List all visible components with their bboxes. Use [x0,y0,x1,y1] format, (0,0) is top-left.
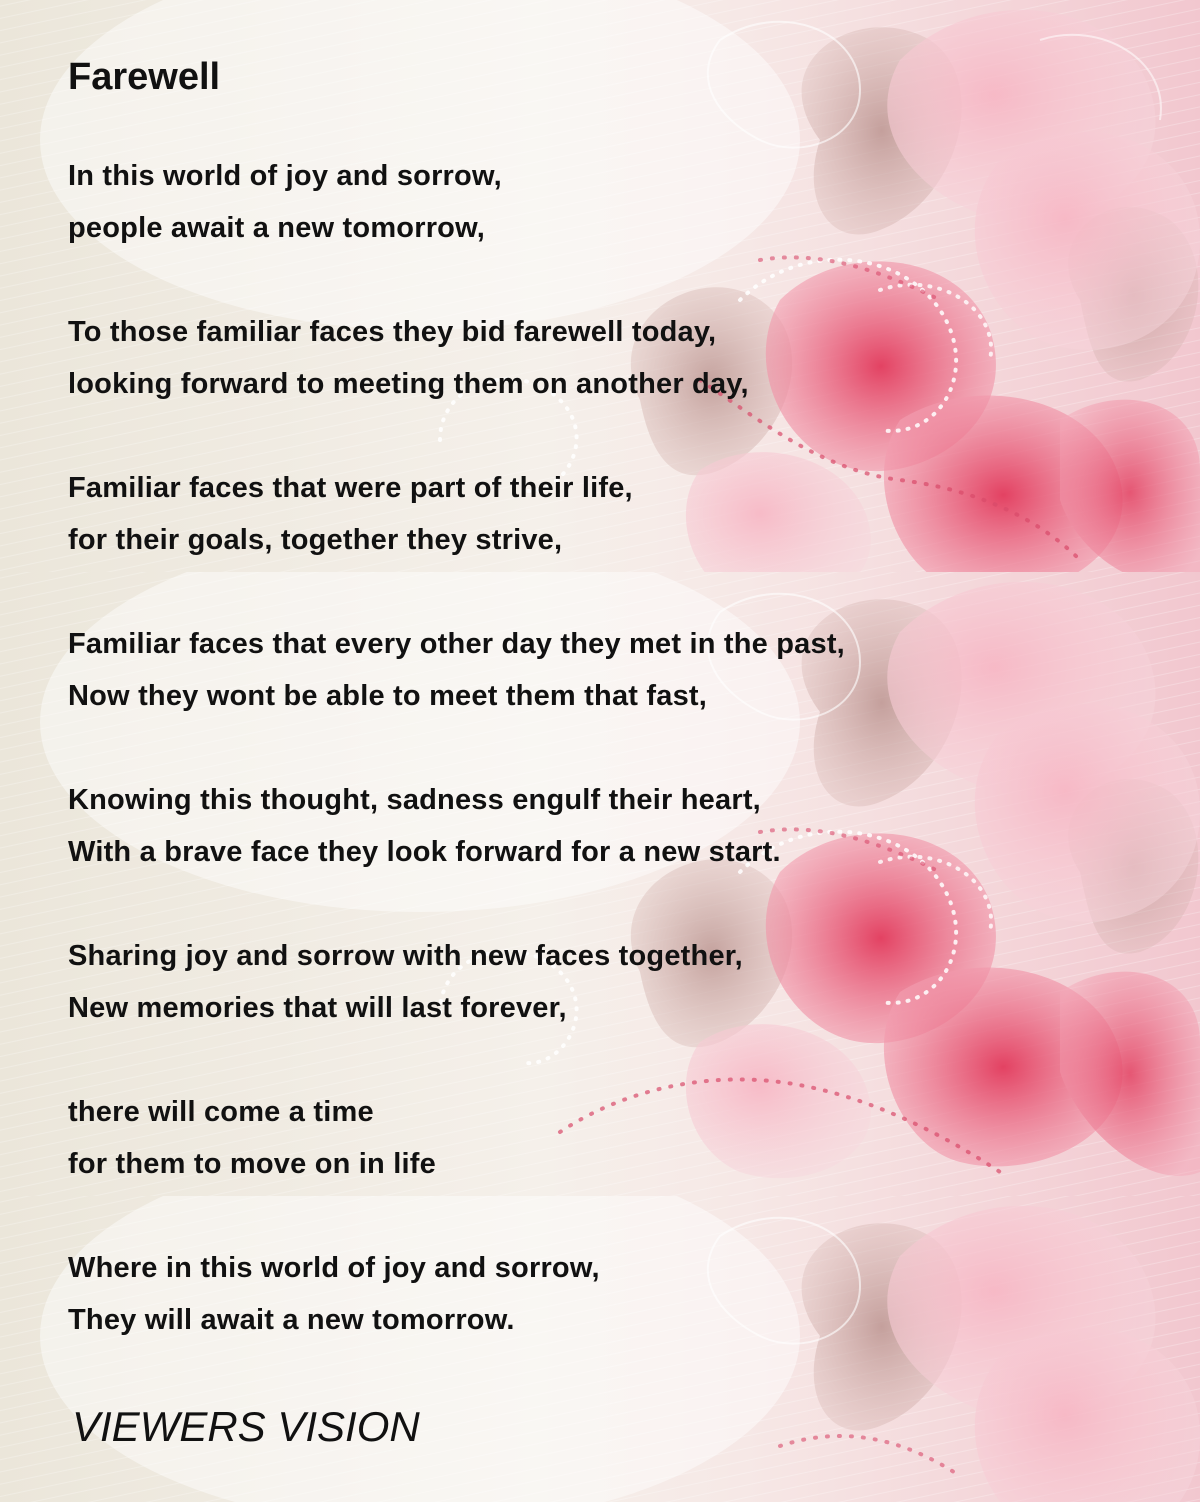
poem-line: Where in this world of joy and sorrow, [68,1252,600,1284]
poem-line: for their goals, together they strive, [68,524,563,556]
poem-line: In this world of joy and sorrow, [68,160,502,192]
poem-line: Familiar faces that were part of their life, [68,472,633,504]
poem-stanza-2 [68,306,749,410]
poem-line: Knowing this thought, sadness engulf their heart, [68,784,761,816]
poem-line: looking forward to meeting them on another day, [68,368,749,400]
poem-stanza-5 [68,774,781,878]
poem-line: Sharing joy and sorrow with new faces together, [68,940,743,972]
poem-stanza-7 [68,1086,436,1190]
poem-line: Now they wont be able to meet them that fast, [68,680,708,712]
poem-stanza-4 [68,618,845,722]
poem-line: for them to move on in life [68,1148,436,1180]
poem-stanza-1 [68,150,502,254]
poem-stanza-8 [68,1242,600,1346]
poem-line: To those familiar faces they bid farewell today, [68,316,717,348]
poem-title: Farewell [68,56,221,98]
poem-line: They will await a new tomorrow. [68,1304,515,1336]
poem-line: Familiar faces that every other day they met in the past, [68,628,845,660]
poem-stanza-3 [68,462,633,566]
poem-stanza-6 [68,930,743,1034]
poem-line: New memories that will last forever, [68,992,567,1024]
poem-line: people await a new tomorrow, [68,212,486,244]
poem-line: With a brave face they look forward for a new start. [68,836,781,868]
poem-author: VIEWERS VISION [72,1403,420,1450]
poem-line: there will come a time [68,1096,374,1128]
